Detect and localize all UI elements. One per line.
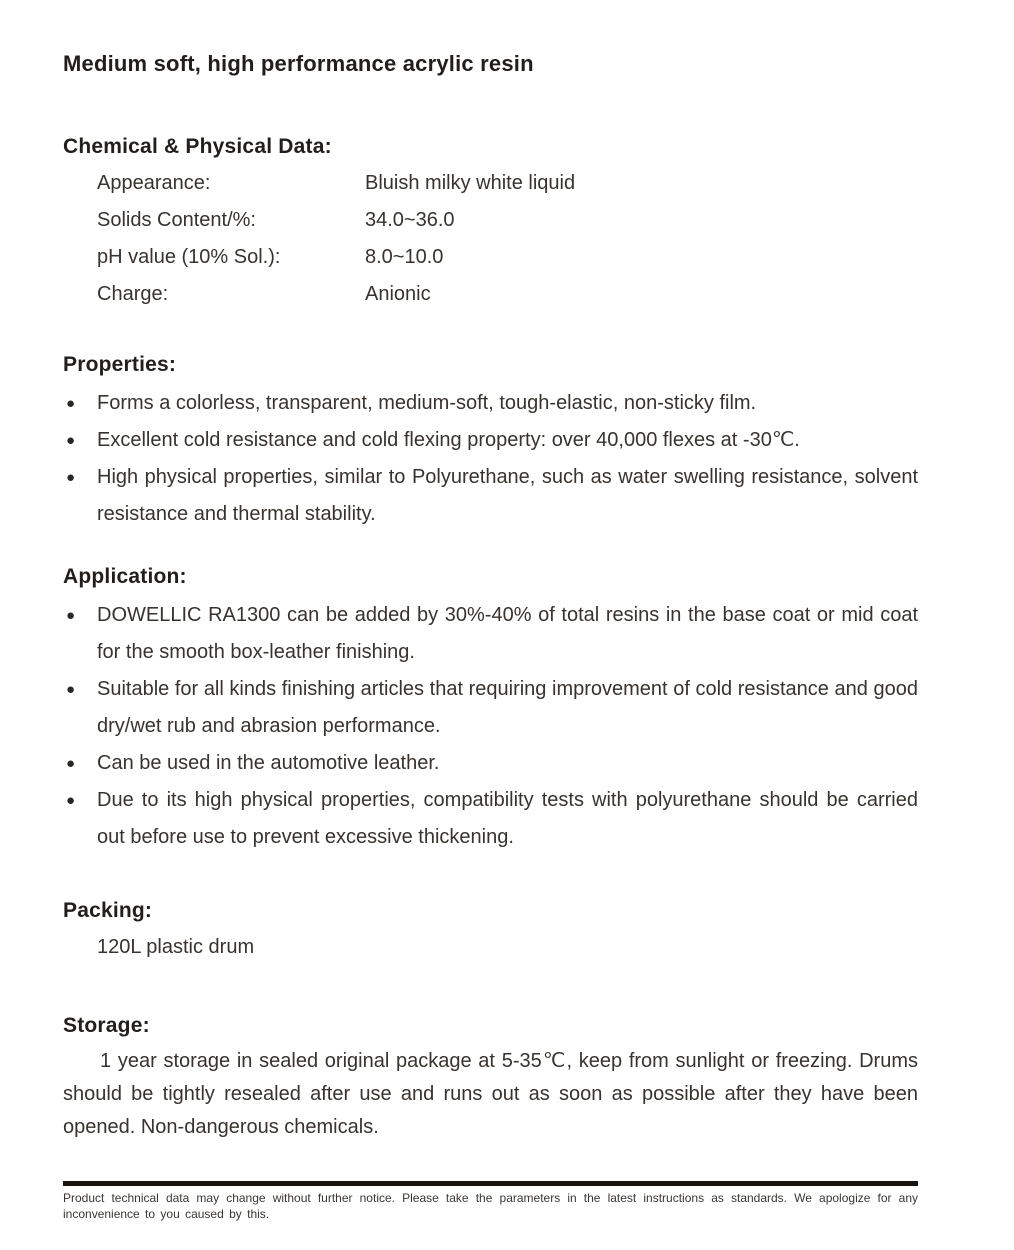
properties-list — [63, 385, 918, 533]
table-row — [63, 239, 918, 276]
list-item-text: Can be used in the automotive leather. — [97, 752, 440, 774]
table-row — [63, 165, 918, 202]
bullet-icon: ● — [66, 395, 76, 412]
list-item — [63, 459, 918, 533]
list-item — [63, 422, 918, 459]
list-item-text: High physical properties, similar to Polyurethane, such as water swelling resistance, solvent resistance and thermal stability. — [97, 466, 918, 525]
section-application — [63, 558, 918, 856]
list-item — [63, 597, 918, 671]
page-title: Medium soft, high performance acrylic resin — [63, 51, 534, 76]
list-item-text: Due to its high physical properties, compatibility tests with polyurethane should be carried out before use to prevent excessive thickening. — [97, 789, 918, 848]
row-label-appearance: Appearance: — [97, 172, 211, 194]
list-item-text: DOWELLIC RA1300 can be added by 30%-40% of total resins in the base coat or mid coat for the smooth box-leather finishing. — [97, 604, 918, 663]
list-item-text: Excellent cold resistance and cold flexing property: over 40,000 flexes at -30℃. — [97, 429, 800, 451]
bullet-icon: ● — [66, 681, 76, 698]
row-value-ph-value: 8.0~10.0 — [365, 246, 444, 268]
footer-disclaimer: Product technical data may change without further notice. Please take the parameters in the latest instructions as standards. We apologize for any inconvenience to you caused by this. — [63, 1191, 918, 1221]
table-row — [63, 276, 918, 313]
bullet-icon: ● — [66, 607, 76, 624]
list-item — [63, 782, 918, 856]
chemical-data-heading: Chemical & Physical Data: — [63, 135, 332, 158]
row-value-appearance: Bluish milky white liquid — [365, 172, 576, 194]
bullet-icon: ● — [66, 469, 76, 486]
page-footer — [63, 1181, 918, 1222]
section-chemical-physical-data — [63, 128, 918, 313]
row-label-charge: Charge: — [97, 283, 169, 305]
section-properties — [63, 346, 918, 533]
list-item — [63, 385, 918, 422]
footer-divider — [63, 1181, 918, 1186]
section-packing — [63, 892, 918, 966]
packing-value: 120L plastic drum — [97, 936, 255, 958]
bullet-icon: ● — [66, 792, 76, 809]
bullet-icon: ● — [66, 755, 76, 772]
properties-heading: Properties: — [63, 353, 177, 376]
row-value-charge: Anionic — [365, 283, 431, 305]
storage-paragraph: 1 year storage in sealed original package at 5-35℃, keep from sunlight or freezing. Drums should be tightly resealed after use and runs out as soon as possible after they have been opened. Non-dangerous chemicals. — [63, 1050, 918, 1138]
application-list — [63, 597, 918, 856]
list-item — [63, 745, 918, 782]
storage-heading: Storage: — [63, 1014, 150, 1037]
list-item-text: Forms a colorless, transparent, medium-soft, tough-elastic, non-sticky film. — [97, 392, 757, 414]
row-label-ph-value: pH value (10% Sol.): — [97, 246, 281, 268]
application-heading: Application: — [63, 565, 187, 588]
row-value-solids-content: 34.0~36.0 — [365, 209, 455, 231]
packing-heading: Packing: — [63, 899, 153, 922]
list-item-text: Suitable for all kinds finishing articles that requiring improvement of cold resistance and good dry/wet rub and abrasion performance. — [97, 678, 918, 737]
row-label-solids-content: Solids Content/%: — [97, 209, 256, 231]
section-storage — [63, 1007, 918, 1144]
bullet-icon: ● — [66, 432, 76, 449]
table-row — [63, 202, 918, 239]
list-item — [63, 671, 918, 745]
